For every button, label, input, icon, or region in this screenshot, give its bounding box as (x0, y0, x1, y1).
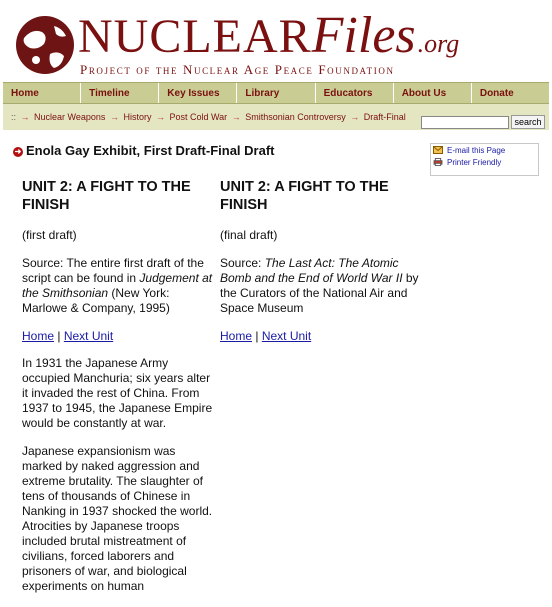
unit-heading: UNIT 2: A FIGHT TO THE FINISH (22, 179, 191, 213)
breadcrumb-item-nuclear-weapons[interactable]: Nuclear Weapons (34, 112, 106, 122)
breadcrumb-item-smithsonian-controversy[interactable]: Smithsonian Controversy (245, 112, 346, 122)
unit-nav-links (22, 329, 216, 344)
logo-word-nuclear: NUCLEAR (78, 10, 312, 63)
search-input[interactable] (421, 116, 509, 129)
printer-friendly-label: Printer Friendly (447, 158, 502, 167)
printer-friendly-link[interactable] (433, 158, 501, 167)
next-unit-link[interactable]: Next Unit (63, 329, 114, 343)
globe-logo-icon[interactable] (14, 14, 76, 76)
source-prefix: Source: (220, 256, 265, 270)
logo-tld: .org (417, 29, 460, 58)
site-tagline-text: Project of the Nuclear Age Peace Foundation (80, 62, 395, 77)
breadcrumb-arrow-icon: → (20, 112, 30, 122)
email-page-link[interactable] (433, 146, 505, 155)
site-tagline (80, 62, 395, 78)
breadcrumb-item-post-cold-war[interactable]: Post Cold War (169, 112, 228, 122)
next-unit-link[interactable]: Next Unit (261, 329, 312, 343)
draft-label: (final draft) (220, 228, 278, 242)
source-citation (220, 256, 420, 316)
search-button[interactable]: search (511, 115, 545, 129)
body-paragraph: Japanese expansionism was marked by naked aggression and extreme brutality. The slaughter of tens of thousands of Chinese in Nanking in 1937 shocked the world. Atrocities by Japanese troops included brutal mistreatment of civilians, forced laborers and prisoners of war, and biological experiments on human (22, 444, 213, 593)
printer-icon (433, 158, 443, 166)
breadcrumb-arrow-icon: → (350, 112, 360, 122)
logo-word-files: Files (311, 7, 416, 64)
nav-item-home[interactable]: Home (3, 83, 81, 103)
draft-label: (first draft) (22, 228, 77, 242)
first-draft-column (22, 178, 216, 607)
source-title: The Last Act: The Atomic Bomb and the End of World War II (220, 256, 403, 285)
source-suffix: by the Curators of the National Air and Space Museum (220, 271, 419, 315)
site-logo-text[interactable] (78, 6, 459, 62)
breadcrumb-arrow-icon: → (109, 112, 119, 122)
source-title: Judgement at the Smithsonian (22, 271, 213, 300)
breadcrumb-arrow-icon: → (155, 112, 165, 122)
home-link[interactable]: Home (220, 329, 253, 343)
page-title-text: Enola Gay Exhibit, First Draft-Final Draft (26, 143, 275, 158)
final-draft-column (220, 178, 420, 357)
source-prefix: Source: The entire first draft of the script can be found in (22, 256, 204, 285)
breadcrumb-lead: :: (11, 112, 17, 122)
breadcrumb (11, 112, 406, 122)
source-suffix: (New York: Marlowe & Company, 1995) (22, 286, 170, 315)
unit-nav-links (220, 329, 420, 344)
nav-item-about-us[interactable]: About Us (394, 83, 472, 103)
site-header (0, 0, 552, 82)
arrow-circle-icon: ➜ (14, 147, 22, 156)
nav-item-timeline[interactable]: Timeline (81, 83, 159, 103)
breadcrumb-item-history[interactable]: History (123, 112, 152, 122)
nav-item-donate[interactable]: Donate (479, 87, 514, 99)
main-nav (3, 82, 549, 104)
breadcrumb-bar (3, 104, 549, 130)
nav-item-educators[interactable]: Educators (316, 83, 394, 103)
body-paragraph: In 1931 the Japanese Army occupied Manchuria; six years alter it invaded the rest of China. From 1937 to 1945, the Japanese Empire would be constantly at war. (22, 356, 213, 430)
page-tools-box (430, 143, 539, 176)
unit-heading: UNIT 2: A FIGHT TO THE FINISH (220, 179, 389, 213)
breadcrumb-arrow-icon: → (231, 112, 241, 122)
email-page-label: E-mail this Page (447, 146, 506, 155)
nav-item-key-issues[interactable]: Key Issues (159, 83, 237, 103)
home-link[interactable]: Home (22, 329, 55, 343)
breadcrumb-item-draft-final: Draft-Final (363, 112, 406, 122)
link-separator: | (252, 329, 262, 343)
envelope-icon (433, 146, 443, 154)
link-separator: | (54, 329, 64, 343)
source-citation (22, 256, 216, 316)
page-title (13, 143, 274, 158)
nav-item-library[interactable]: Library (237, 83, 315, 103)
